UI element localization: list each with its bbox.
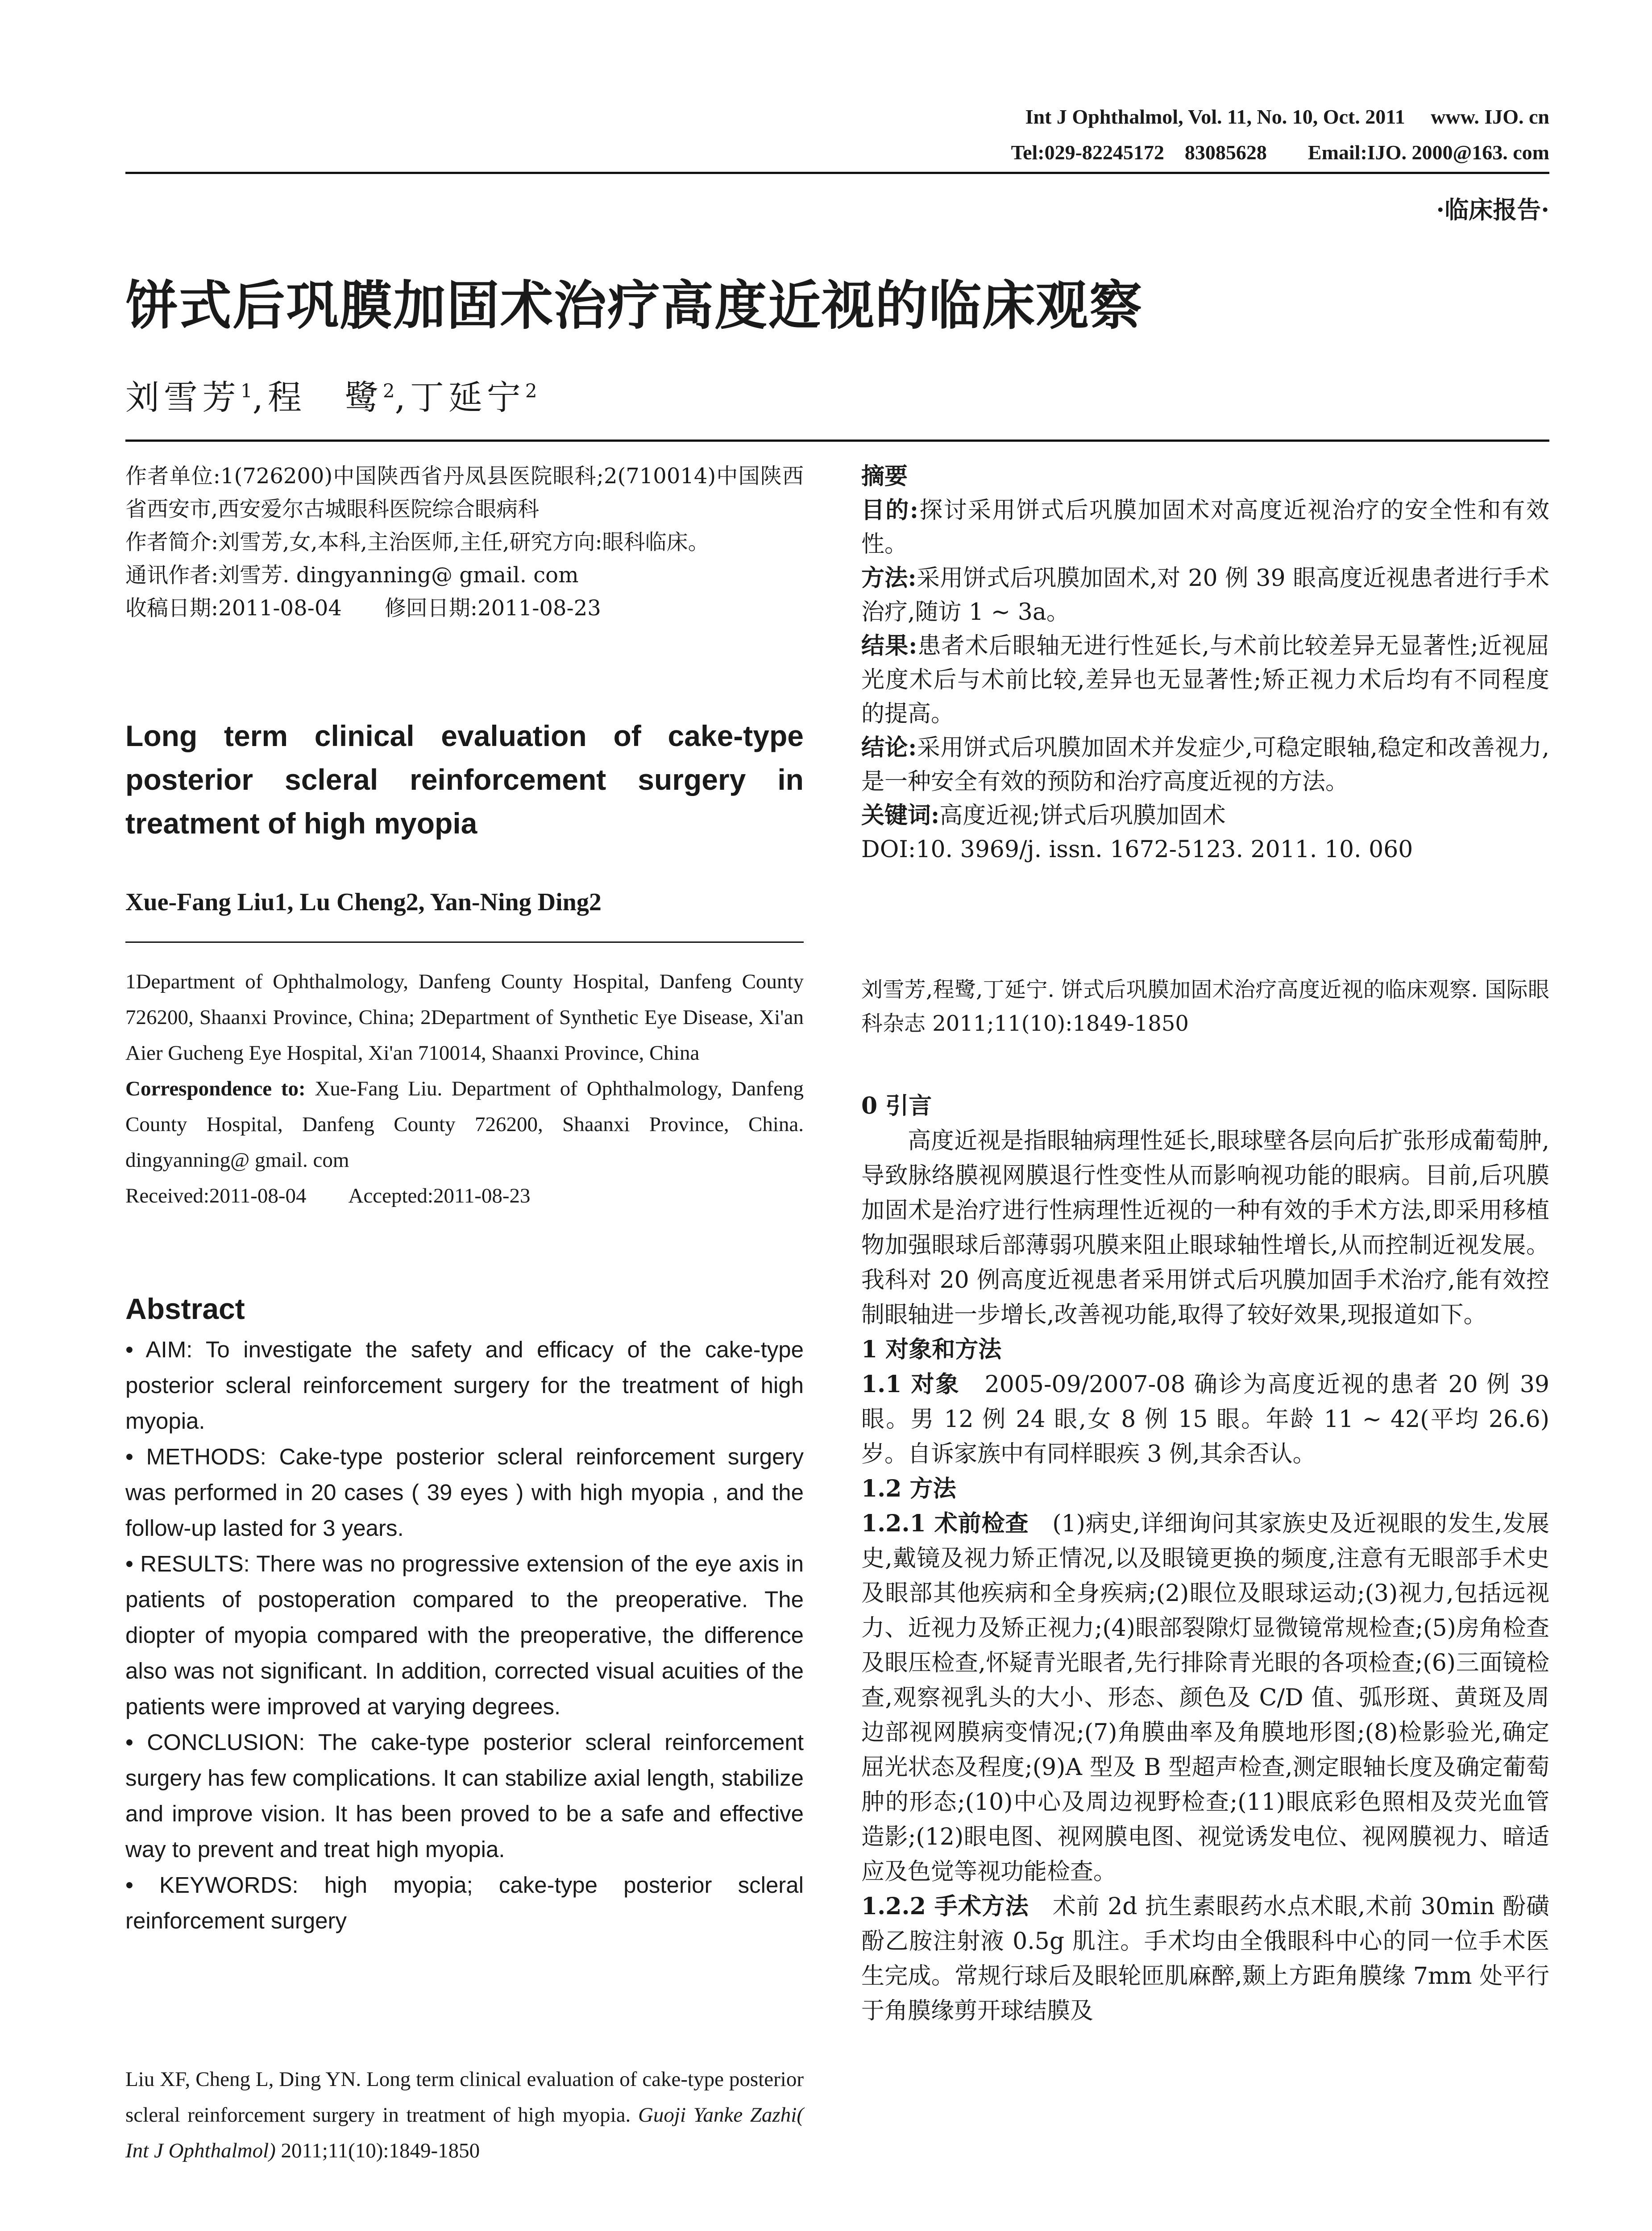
journal-contact-line: Tel:029-82245172 83085628 Email:IJO. 2000@163. com (1011, 141, 1549, 164)
dates-cn: 收稿日期:2011-08-04 修回日期:2011-08-23 (125, 596, 601, 621)
abstract-cn-doi: DOI:10. 3969/j. issn. 1672-5123. 2011. 10. 060 (861, 836, 1413, 863)
label: 关键词: (861, 802, 940, 829)
page-title: 饼式后巩膜加固术治疗高度近视的临床观察 (125, 274, 1143, 336)
author-name: 丁延宁 (410, 377, 525, 417)
english-affiliation-block (125, 964, 804, 1214)
label: 1.2.2 手术方法 (861, 1893, 1029, 1920)
text: 高度近视;饼式后巩膜加固术 (939, 802, 1226, 829)
body-text (861, 1089, 1549, 2028)
citation-tail: 2011;11(10):1849-1850 (275, 2139, 480, 2162)
text: 2005-09/2007-08 确诊为高度近视的患者 20 例 39 眼。男 12 例 24 眼,女 8 例 15 眼。年龄 11 ~ 42(平均 26.6)岁。自诉家族中有同样眼疾 3 例,其余否认。 (861, 1371, 1549, 1468)
text: 采用饼式后巩膜加固术,对 20 例 39 眼高度近视患者进行手术治疗,随访 1 ~ 3a。 (861, 565, 1549, 626)
abstract-cn-conclusion (861, 731, 1549, 799)
english-affiliation: 1Department of Ophthalmology, Danfeng County Hospital, Danfeng County 726200, Shaanxi Province, China; 2Department of Synthetic Eye Disease, Xi'an Aier Gucheng Eye Hospital, Xi'an 710014, Shaanxi Province, China (125, 970, 804, 1065)
intro-heading: 0 引言 (861, 1092, 932, 1120)
abstract-cn-results (861, 629, 1549, 731)
abstract-cn-methods (861, 561, 1549, 629)
abstract-cn-keywords (861, 799, 1549, 833)
chinese-abstract (861, 460, 1549, 867)
label: 目的: (861, 497, 918, 524)
section-tag: ·临床报告· (1436, 195, 1549, 224)
label: 结论: (861, 734, 917, 761)
abstract-cn-heading: 摘要 (861, 463, 908, 490)
journal-header-line: Int J Ophthalmol, Vol. 11, No. 10, Oct. 2011 www. IJO. cn (1025, 105, 1549, 128)
text: 采用饼式后巩膜加固术并发症少,可稳定眼轴,稳定和改善视力,是一种安全有效的预防和治疗高度近视的方法。 (861, 734, 1549, 795)
english-citation (125, 2061, 804, 2169)
bio-cn: 作者简介:刘雪芳,女,本科,主治医师,主任,研究方向:眼科临床。 (125, 530, 710, 555)
label: 结果: (861, 632, 917, 659)
text: 患者术后眼轴无进行性延长,与术前比较差异无显著性;近视屈光度术后与术前比较,差异也无显著性;矫正视力术后均有不同程度的提高。 (861, 633, 1549, 727)
correspondence-text: Xue-Fang Liu. Department of Ophthalmology, Danfeng County Hospital, Danfeng County 726200, Shaanxi Province, China. dingyanning@ gmail. com (125, 1077, 804, 1172)
abstract-conclusion: • CONCLUSION: The cake-type posterior scleral reinforcement surgery has few complications. It can stabilize axial length, stabilize and improve vision. It has been proved to be a safe and effective way to prevent and treat high myopia. (125, 1729, 804, 1862)
abstract-results: • RESULTS: There was no progressive extension of the eye axis in patients of postoperation compared to the preoperative. The diopter of myopia compared with the preoperative, the difference also was not significant. In addition, corrected visual acuities of the patients were improved at varying degrees. (125, 1551, 804, 1719)
author-name: 程 鹭 (267, 377, 383, 417)
abstract-cn-aim (861, 493, 1549, 561)
english-abstract (125, 1332, 804, 1939)
section-1-1 (861, 1367, 1549, 1472)
header-rule (125, 172, 1549, 174)
section-1-2-heading: 1.2 方法 (861, 1475, 956, 1502)
text: 探讨采用饼式后巩膜加固术对高度近视治疗的安全性和有效性。 (861, 497, 1549, 558)
section1-heading: 1 对象和方法 (861, 1336, 1002, 1363)
citation-main: Liu XF, Cheng L, Ding YN. Long term clinical evaluation of cake-type posterior scleral reinforcement surgery in treatment of high myopia. (125, 2068, 804, 2127)
author-info-block (125, 460, 804, 625)
english-dates: Received:2011-08-04 Accepted:2011-08-23 (125, 1184, 531, 1207)
label: 1.2.1 术前检查 (861, 1510, 1029, 1537)
citation-cn: 刘雪芳,程鹭,丁延宁. 饼式后巩膜加固术治疗高度近视的临床观察. 国际眼科杂志 2011;11(10):1849-1850 (861, 977, 1549, 1036)
text: 术前 2d 抗生素眼药水点术眼,术前 30min 酚磺酚乙胺注射液 0.5g 肌注。手术均由全俄眼科中心的同一位手术医生完成。常规行球后及眼轮匝肌麻醉,颞上方距角膜缘 7mm 处平行于角膜缘剪开球结膜及 (861, 1893, 1549, 2024)
abstract-keywords: • KEYWORDS: high myopia; cake-type posterior scleral reinforcement surgery (125, 1872, 804, 1933)
abstract-methods: • METHODS: Cake-type posterior scleral reinforcement surgery was performed in 20 cases ( 39 eyes ) with high myopia , and the follow-up lasted for 3 years. (125, 1444, 804, 1541)
label: 方法: (861, 564, 917, 592)
section-1-2-1 (861, 1506, 1549, 1889)
author-name: 刘雪芳 (125, 377, 241, 417)
intro-paragraph: 高度近视是指眼轴病理性延长,眼球壁各层向后扩张形成葡萄肿,导致脉络膜视网膜退行性变性从而影响视功能的眼病。目前,后巩膜加固术是治疗进行性病理性近视的一种有效的手术方法,即采用移植物加强眼球后部薄弱巩膜来阻止眼球轴性增长,从而控制近视发展。我科对 20 例高度近视患者采用饼式后巩膜加固手术治疗,能有效控制眼轴进一步增长,改善视功能,取得了较好效果,现报道如下。 (861, 1128, 1549, 1328)
author-sup: 2 (382, 380, 395, 402)
en-authors-rule (125, 941, 804, 943)
section-1-2-2 (861, 1889, 1549, 2028)
english-authors: Xue-Fang Liu1, Lu Cheng2, Yan-Ning Ding2 (125, 888, 602, 916)
correspondence-cn: 通讯作者:刘雪芳. dingyanning@ gmail. com (125, 563, 579, 588)
author-sup: 2 (525, 380, 537, 402)
english-correspondence (125, 1071, 804, 1178)
affiliation-cn: 作者单位:1(726200)中国陕西省丹凤县医院眼科;2(710014)中国陕西省西安市,西安爱尔古城眼科医院综合眼病科 (125, 464, 804, 522)
abstract-aim: • AIM: To investigate the safety and efficacy of the cake-type posterior scleral reinforcement surgery for the treatment of high myopia. (125, 1337, 804, 1434)
label: 1.1 对象 (861, 1371, 960, 1398)
correspondence-label: Correspondence to: (125, 1077, 306, 1100)
chinese-citation (861, 973, 1549, 1041)
authors-cn: 刘雪芳$^1$,程 鹭$^2$,丁延宁$^2$ (125, 377, 537, 417)
english-title: Long term clinical evaluation of cake-type posterior scleral reinforcement surgery in treatment of high myopia (125, 719, 804, 840)
citation-journal: Guoji Yanke Zazhi( Int J Ophthalmol) (125, 2103, 804, 2162)
text: (1)病史,详细询问其家族史及近视眼的发生,发展史,戴镜及视力矫正情况,以及眼镜更换的频度,注意有无眼部手术史及眼部其他疾病和全身疾病;(2)眼位及眼球运动;(3)视力,包括远视力、近视力及矫正视力;(4)眼部裂隙灯显微镜常规检查;(5)房角检查及眼压检查,怀疑青光眼者,先行排除青光眼的各项检查;(6)三面镜检查,观察视乳头的大小、形态、颜色及 C/D 值、弧形斑、黄斑及周边部视网膜病变情况;(7)角膜曲率及角膜地形图;(8)检影验光,确定屈光状态及程度;(9)A 型及 B 型超声检查,测定眼轴长度及确定葡萄肿的形态;(10)中心及周边视野检查;(11)眼底彩色照相及荧光血管造影;(12)眼电图、视网膜电图、视觉诱发电位、视网膜视力、暗适应及色觉等视功能检查。 (861, 1510, 1550, 1885)
authors-rule (125, 440, 1549, 442)
author-sup: 1 (241, 380, 253, 402)
abstract-heading: Abstract (125, 1292, 245, 1325)
